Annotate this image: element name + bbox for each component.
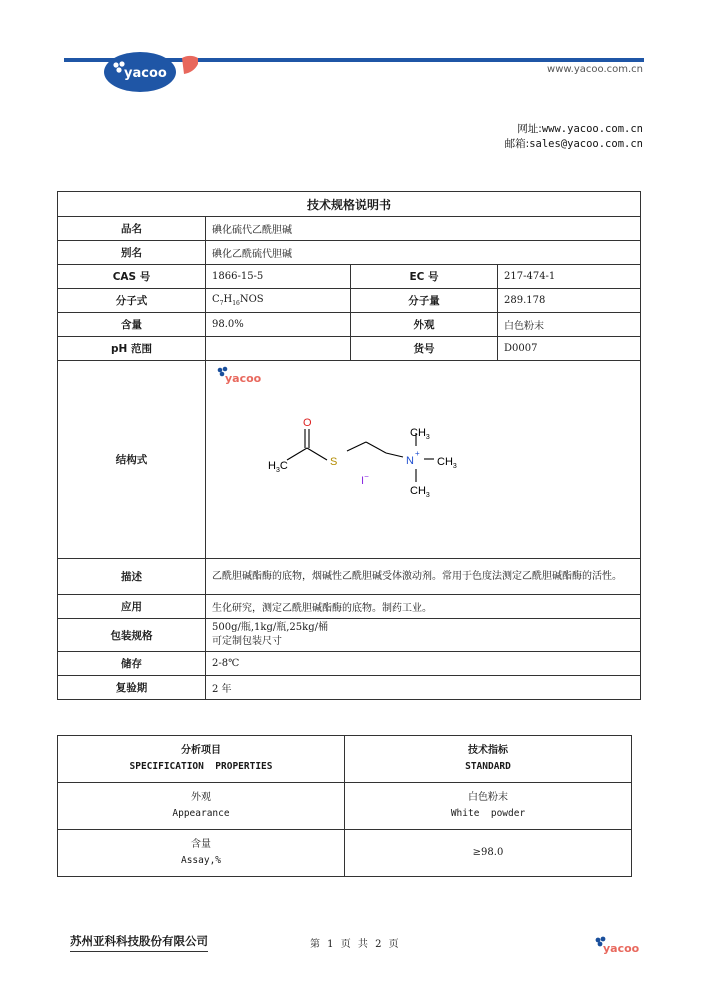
standard-appearance: 白色粉末 White powder — [345, 783, 632, 830]
spec-title: 技术规格说明书 — [58, 192, 641, 217]
formula-label: 分子式 — [58, 289, 206, 313]
website-label: 网址: — [517, 123, 542, 135]
spec-title-row — [58, 192, 641, 217]
atom-iodide: I− — [361, 472, 369, 487]
table-row — [58, 337, 641, 361]
alias-value: 碘化乙酰硫代胆碱 — [206, 241, 641, 265]
name-label: 品名 — [58, 217, 206, 241]
cas-label: CAS 号 — [58, 265, 206, 289]
structure-label: 结构式 — [58, 361, 206, 559]
ec-label: EC 号 — [351, 265, 498, 289]
atom-oxygen: O — [303, 417, 312, 429]
contact-email — [380, 136, 643, 151]
analysis-header-row — [58, 736, 632, 783]
table-row — [58, 830, 632, 877]
footer-page-number: 第 1 页 共 2 页 — [310, 939, 399, 950]
analysis-table — [57, 735, 632, 877]
contact-website — [380, 121, 643, 136]
atom-ch3-right: $CH_3$ — [437, 456, 457, 470]
email-label: 邮箱: — [504, 138, 530, 150]
ph-label: pH 范围 — [58, 337, 206, 361]
footer-logo — [592, 934, 644, 960]
structure-diagram — [206, 361, 640, 558]
header-url[interactable]: www.yacoo.com.cn — [547, 64, 643, 75]
atom-ch3-bottom: $CH_3$ — [410, 485, 430, 499]
retest-value: 2 年 — [206, 676, 641, 700]
table-row — [58, 619, 641, 652]
content-value: 98.0% — [206, 313, 351, 337]
spec-table — [57, 191, 641, 700]
pack-value — [206, 619, 641, 652]
table-row — [58, 676, 641, 700]
atom-h3c: $H_3C$ — [268, 460, 288, 474]
property-assay: 含量 Assay,% — [58, 830, 345, 877]
retest-label: 复验期 — [58, 676, 206, 700]
atom-nitrogen: N — [406, 455, 414, 467]
header-logo[interactable] — [104, 52, 198, 92]
email-link[interactable]: sales@yacoo.com.cn — [529, 138, 643, 150]
desc-label: 描述 — [58, 559, 206, 595]
molecule-atoms — [268, 417, 457, 499]
table-row — [58, 559, 641, 595]
pack-line-2: 可定制包装尺寸 — [212, 636, 282, 647]
footer-logo-text: yacoo — [603, 942, 640, 955]
table-row — [58, 783, 632, 830]
atom-sulfur: S — [330, 456, 338, 468]
standard-assay: ≥98.0 — [345, 830, 632, 877]
storage-value: 2-8℃ — [206, 652, 641, 676]
website-link[interactable]: www.yacoo.com.cn — [541, 123, 643, 135]
pack-line-1: 500g/瓶,1kg/瓶,25kg/桶 — [212, 622, 328, 633]
nitrogen-charge: + — [415, 449, 420, 458]
structure-logo — [218, 367, 262, 385]
content-label: 含量 — [58, 313, 206, 337]
table-row — [58, 241, 641, 265]
table-row — [58, 361, 641, 559]
property-appearance: 外观 Appearance — [58, 783, 345, 830]
structure-cell — [206, 361, 641, 559]
use-value: 生化研究，测定乙酰胆碱酯酶的底物。制药工业。 — [206, 595, 641, 619]
table-row — [58, 652, 641, 676]
storage-label: 储存 — [58, 652, 206, 676]
formula-value: $C_7H_{16}NOS$ — [206, 289, 351, 313]
ec-value: 217-474-1 — [498, 265, 641, 289]
item-no-value: D0007 — [498, 337, 641, 361]
svg-text:yacoo: yacoo — [225, 372, 262, 385]
ph-value — [206, 337, 351, 361]
table-row — [58, 289, 641, 313]
table-row — [58, 265, 641, 289]
pack-label: 包装规格 — [58, 619, 206, 652]
col-header-properties: 分析项目 SPECIFICATION PROPERTIES — [58, 736, 345, 783]
appearance-label: 外观 — [351, 313, 498, 337]
table-row — [58, 217, 641, 241]
col-header-standard: 技术指标 STANDARD — [345, 736, 632, 783]
cas-value: 1866-15-5 — [206, 265, 351, 289]
alias-label: 别名 — [58, 241, 206, 265]
use-label: 应用 — [58, 595, 206, 619]
header-logo-text: yacoo — [124, 66, 167, 81]
desc-value: 乙酰胆碱酯酶的底物，烟碱性乙酰胆碱受体激动剂。常用于色度法测定乙酰胆碱酯酶的活性。 — [206, 559, 641, 595]
name-value: 碘化硫代乙酰胆碱 — [206, 217, 641, 241]
appearance-value: 白色粉末 — [498, 313, 641, 337]
table-row — [58, 595, 641, 619]
footer-company: 苏州亚科科技股份有限公司 — [70, 933, 208, 952]
table-row — [58, 313, 641, 337]
mw-value: 289.178 — [498, 289, 641, 313]
atom-ch3-top: $CH_3$ — [410, 427, 430, 441]
mw-label: 分子量 — [351, 289, 498, 313]
item-no-label: 货号 — [351, 337, 498, 361]
